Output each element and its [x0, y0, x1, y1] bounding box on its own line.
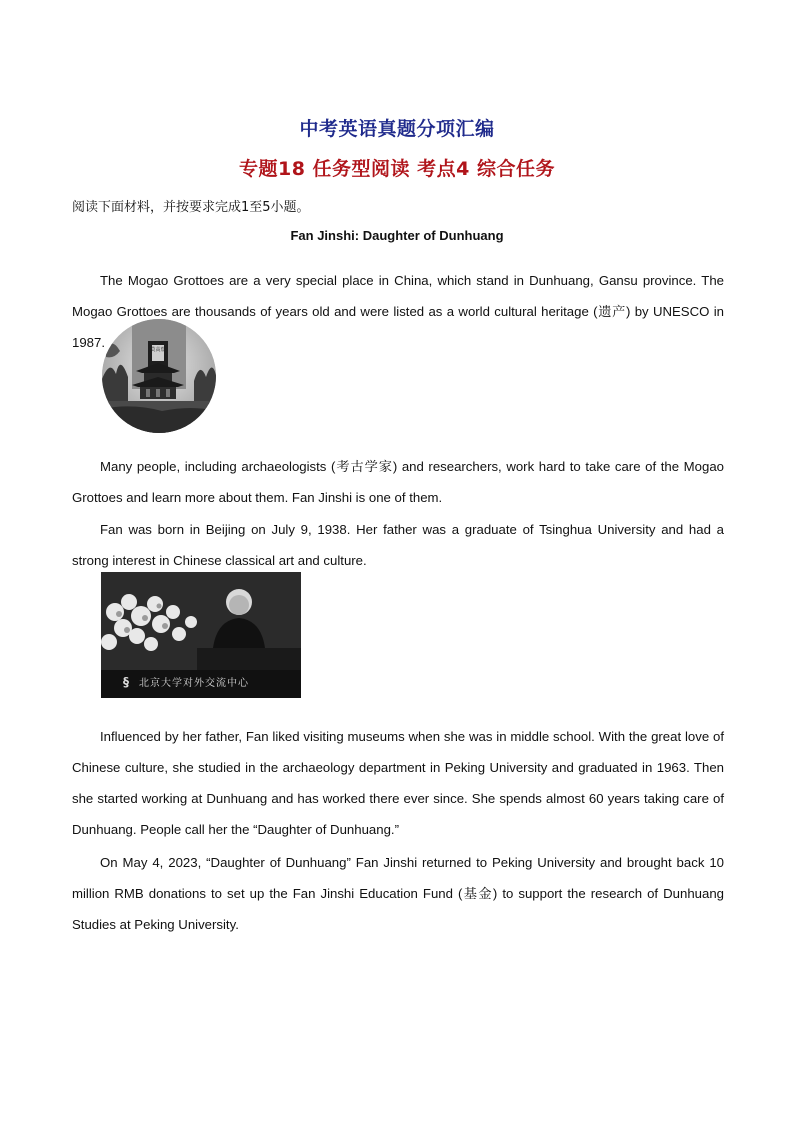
article-paragraph-3: Fan was born in Beijing on July 9, 1938. Her father was a graduate of Tsinghua University and had a strong interest in Chinese classical art and culture. — [72, 522, 724, 569]
podium-caption: 北京大学对外交流中心 — [139, 678, 249, 689]
page-subtitle: 专题18 任务型阅读 考点4 综合任务 — [238, 158, 555, 180]
article-paragraph-5: On May 4, 2023, “Daughter of Dunhuang” Fan Jinshi returned to Peking University and brought back 10 million RMB donations to set up the Fan Jinshi Education Fund (基金) to support the research of Dunhuang Studies at Peking University. — [72, 855, 724, 933]
grotto-sign-text: 莫高窟 — [150, 347, 166, 353]
article-paragraph-4: Influenced by her father, Fan liked visiting museums when she was in middle school. With the great love of Chinese culture, she studied in the archaeology department in Peking University and graduated in 1963. Then she started working at Dunhuang and has worked there ever since. She spends almost 60 years taking care of Dunhuang. People call her the “Daughter of Dunhuang.” — [72, 729, 724, 838]
article-title: Fan Jinshi: Daughter of Dunhuang — [290, 228, 504, 243]
article-paragraph-1: The Mogao Grottoes are a very special place in China, which stand in Dunhuang, Gansu province. The Mogao Grottoes are thousands of years old and were listed as a world cultural heritage (遗产) by UNESCO in 1987. — [72, 273, 724, 351]
mogao-grottoes-photo — [102, 319, 216, 433]
article-paragraph-2: Many people, including archaeologists (考古学家) and researchers, work hard to take care of the Mogao Grottoes and learn more about them. Fan Jinshi is one of them. — [72, 459, 724, 506]
svg-text:§: § — [123, 675, 129, 689]
fan-jinshi-podium-photo — [101, 572, 301, 698]
instruction-text: 阅读下面材料，并按要求完成1至5小题。 — [72, 200, 310, 215]
page-title: 中考英语真题分项汇编 — [299, 118, 495, 140]
